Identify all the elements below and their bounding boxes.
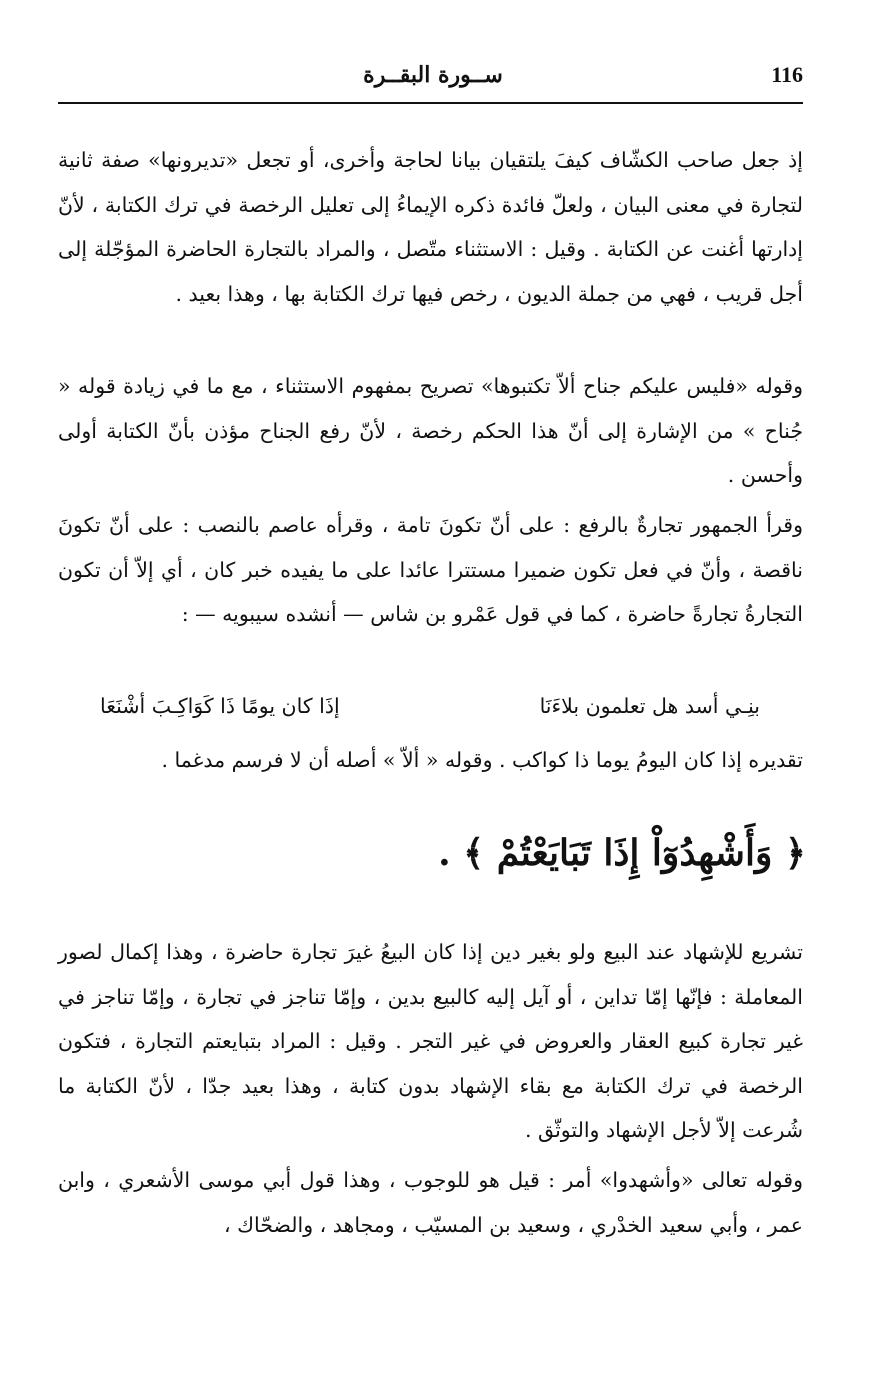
- paragraph-3: وقرأ الجمهور تجارةٌ بالرفع : على أنّ تكونَ تامة ، وقرأه عاصم بالنصب : على أنّ تكونَ ناقصة ، وأنّ في فعل تكون ضميرا مستترا عائدا على ما يفيده خبر كان ، أي إلاّ أن تكون التجارةُ تجارةً حاضرة ، كما في قول عَمْرو بن شاس — أنشده سيبويه — :: [58, 513, 803, 626]
- paragraph-5: تشريع للإشهاد عند البيع ولو بغير دين إذا كان البيعُ غيرَ تجارة حاضرة ، وهذا إكمال لصور المعاملة : فإنّها إمّا تداين ، أو آيل إليه كالبيع بدين ، وإمّا تناجز في تجارة ، وإمّا تناجز في غير تجارة كبيع العقار والعروض في غير التجر . وقيل : المراد بتبايعتم التجارة ، فتكون الرخصة في ترك الكتابة مع بقاء الإشهاد بدون كتابة ، وهذا بعيد جدّا ، لأنّ الكتابة ما شُرعت إلاّ لأجل الإشهاد والتوثّق .: [58, 940, 803, 1142]
- page-number: 116: [771, 62, 803, 87]
- paragraph-2: وقوله «فليس عليكم جناح ألاّ تكتبوها» تصريح بمفهوم الاستثناء ، مع ما في زيادة قوله « جُناح » من الإشارة إلى أنّ هذا الحكم رخصة ، لأنّ رفع الجناح مؤذن بأنّ الكتابة أولى وأحسن .: [58, 374, 803, 487]
- header-divider: [58, 102, 803, 104]
- paragraph-4: تقديره إذا كان اليومُ يوما ذا كواكب . وقوله « ألاّ » أصله أن لا فرسم مدغما .: [161, 748, 803, 772]
- quran-verse-heading: ﴿ وَأَشْهِدُوٓاْ إِذَا تَبَايَعْتُمْ ﴾ .: [438, 832, 806, 874]
- verse-second-hemistich: إذَا كان يومًا ذَا كَوَاكِـبَ أشْنَعَا: [100, 694, 340, 718]
- page-header: [58, 62, 803, 102]
- poetry-verse: [100, 684, 760, 728]
- paragraph-6: وقوله تعالى «وأشهدوا» أمر : قيل هو للوجوب ، وهذا قول أبي موسى الأشعري ، وابن عمر ، وأبي سعيد الخدْري ، وسعيد بن المسيّب ، ومجاهد ، والضحّاك ،: [58, 1168, 803, 1237]
- surah-title: ســورة البقــرة: [363, 62, 503, 88]
- verse-first-hemistich: بنِـي أسد هل تعلمون بلاءَنَا: [539, 694, 760, 718]
- paragraph-1: إذ جعل صاحب الكشّاف كيفَ يلتقيان بيانا لحاجة وأخرى، أو تجعل «تديرونها» صفة ثانية لتجارة في معنى البيان ، ولعلّ فائدة ذكره الإيماءُ إلى تعليل الرخصة في ترك الكتابة ، لأنّ إدارتها أغنت عن الكتابة . وقيل : الاستثناء متّصل ، والمراد بالتجارة الحاضرة المؤجّلة إلى أجل قريب ، فهي من جملة الديون ، رخص فيها ترك الكتابة بها ، وهذا بعيد .: [58, 148, 803, 306]
